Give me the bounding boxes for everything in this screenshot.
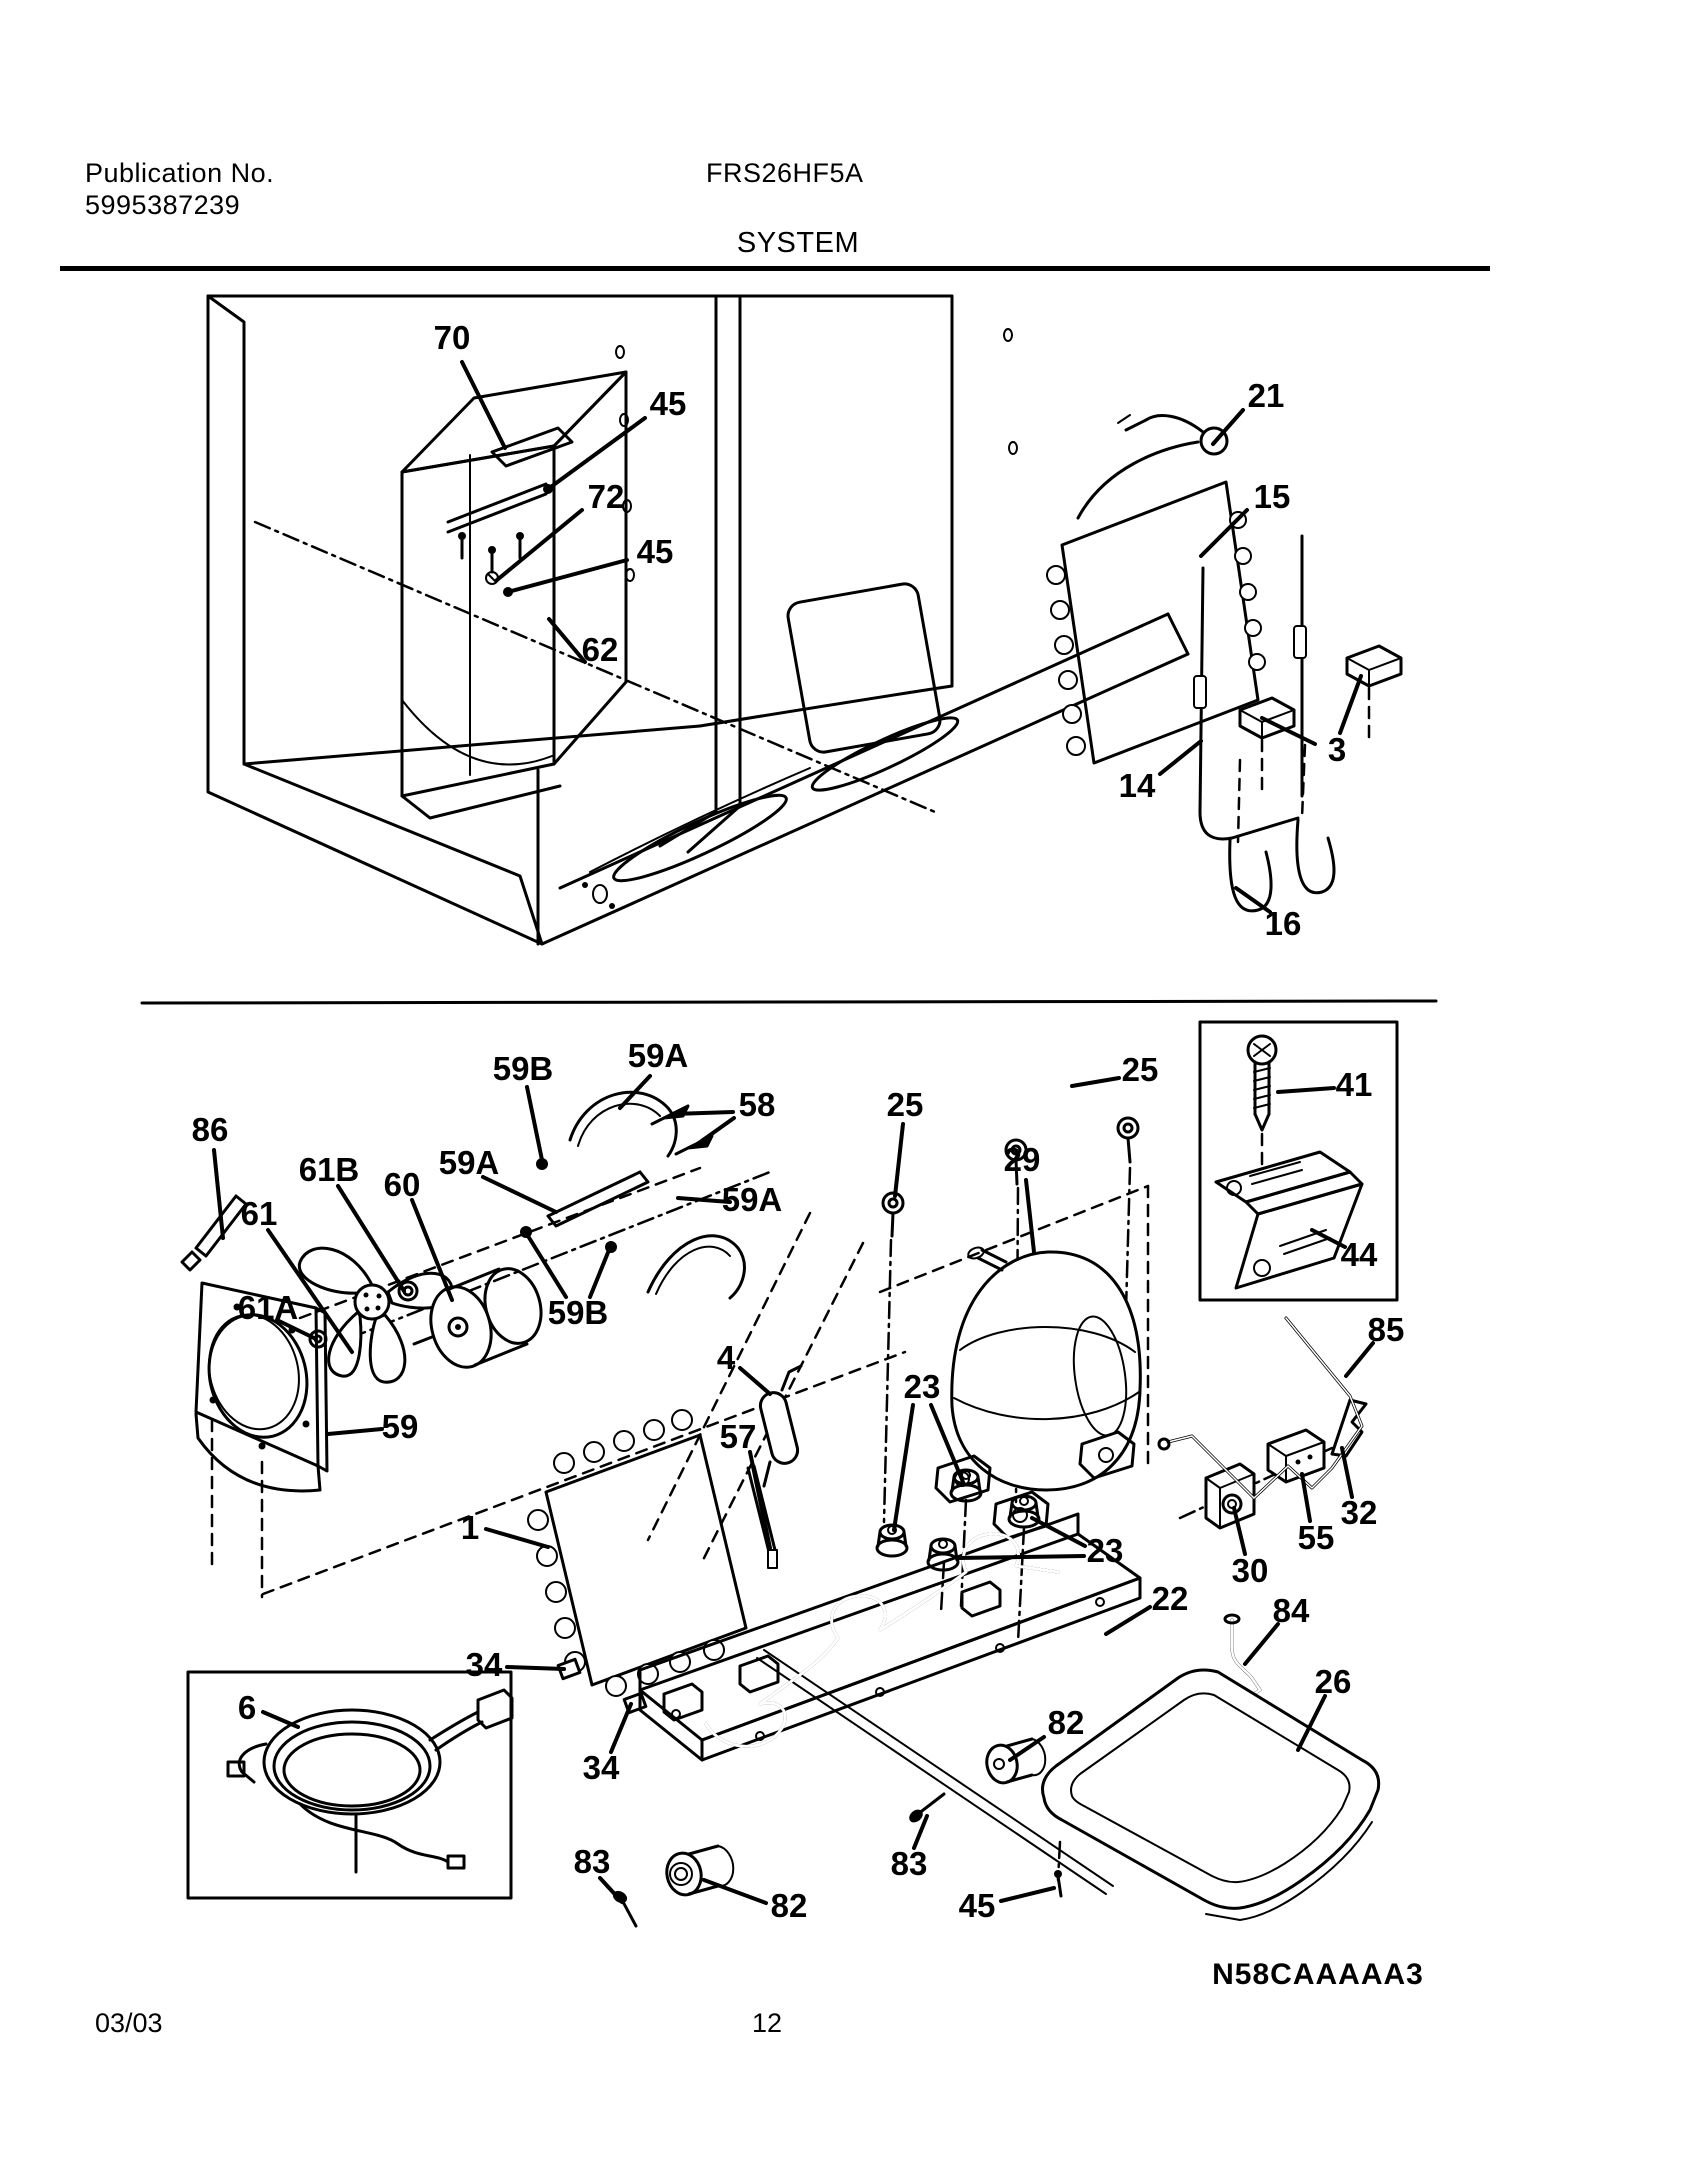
part-label-15: 15 [1253, 478, 1291, 515]
leader-line-59A-2 [483, 1177, 556, 1212]
leader-line-72 [497, 510, 582, 580]
tubes-16 [1230, 745, 1334, 911]
part-label-25-1: 25 [886, 1086, 924, 1123]
leader-line-41 [1278, 1088, 1334, 1092]
screw-41 [1248, 1036, 1276, 1164]
part-label-59B-1: 59B [492, 1050, 554, 1087]
part-label-82-1: 82 [770, 1887, 808, 1924]
leader-line-25-1 [895, 1124, 903, 1196]
section-divider [142, 1001, 1436, 1003]
part-label-21: 21 [1247, 377, 1285, 414]
publication-label: Publication No. [85, 158, 275, 188]
leader-line-84 [1245, 1624, 1278, 1664]
part-label-58: 58 [738, 1086, 776, 1123]
part-label-60: 60 [383, 1166, 421, 1203]
leveling-screw-45 [1054, 1870, 1062, 1896]
part-label-3: 3 [1327, 731, 1347, 768]
part-label-59: 59 [381, 1408, 419, 1445]
part-label-83-2: 83 [890, 1845, 928, 1882]
footer-page: 12 [752, 2008, 783, 2038]
leader-line-57 [750, 1452, 770, 1548]
part-label-59B-2: 59B [547, 1294, 609, 1331]
part-label-22: 22 [1151, 1580, 1189, 1617]
leader-line-59 [328, 1429, 382, 1434]
part-label-41: 41 [1335, 1066, 1373, 1103]
part-label-16: 16 [1264, 905, 1302, 942]
part-label-83-1: 83 [573, 1843, 611, 1880]
part-label-23-2: 23 [1086, 1532, 1124, 1569]
part-label-61B: 61B [298, 1151, 360, 1188]
part-label-14: 14 [1118, 767, 1156, 804]
drain-pan-26 [1043, 1670, 1379, 1920]
leader-line-34-1 [507, 1667, 564, 1669]
ground-clip-86 [182, 1196, 246, 1270]
leader-line-6 [263, 1712, 298, 1727]
leader-line-25-2 [1072, 1078, 1119, 1086]
footer-date: 03/03 [95, 2008, 163, 2038]
part-label-4: 4 [716, 1339, 736, 1376]
cabinet-outline [208, 296, 1188, 944]
part-label-34-2: 34 [582, 1749, 620, 1786]
part-label-57: 57 [719, 1418, 757, 1455]
part-label-55: 55 [1297, 1519, 1335, 1556]
leader-line-3 [1340, 676, 1361, 733]
dispenser-housing [402, 372, 626, 818]
grommets-82 [663, 1739, 1045, 1898]
part-label-59A-3: 59A [721, 1181, 783, 1218]
part-label-30: 30 [1231, 1552, 1269, 1589]
part-label-1: 1 [460, 1509, 480, 1546]
diagram-code: N58CAAAAA3 [1212, 1958, 1424, 1991]
leader-line-29 [1026, 1180, 1034, 1252]
leader-line-4 [740, 1368, 770, 1394]
publication-number: 5995387239 [85, 190, 241, 220]
leader-line-3 [1262, 718, 1315, 744]
part-label-29: 29 [1003, 1141, 1041, 1178]
part-label-62: 62 [581, 631, 619, 668]
part-label-85: 85 [1367, 1311, 1405, 1348]
part-label-23-1: 23 [903, 1368, 941, 1405]
model-number: FRS26HF5A [706, 158, 864, 188]
part-label-32: 32 [1340, 1494, 1378, 1531]
leader-line-82-1 [704, 1880, 766, 1903]
part-label-44: 44 [1340, 1236, 1378, 1273]
part-label-45-1: 45 [649, 385, 687, 422]
leader-line-45-3 [1001, 1888, 1054, 1901]
part-label-84: 84 [1272, 1592, 1310, 1629]
part-label-45-3: 45 [958, 1887, 996, 1924]
leader-line-58 [673, 1112, 733, 1114]
leader-line-58 [696, 1118, 734, 1145]
leader-line-23-1 [894, 1405, 913, 1530]
compressor-29 [936, 1246, 1140, 1538]
leader-line-14 [1160, 741, 1201, 774]
part-label-26: 26 [1314, 1663, 1352, 1700]
leader-line-1 [486, 1529, 548, 1547]
part-label-25-2: 25 [1121, 1051, 1159, 1088]
evaporator-coil [1047, 442, 1265, 763]
part-label-45-2: 45 [636, 533, 674, 570]
motor-brackets-59A [548, 1092, 744, 1298]
leader-line-59B-2 [590, 1250, 609, 1297]
wire-harness-6 [188, 1672, 512, 1898]
spring-clip-85 [1159, 1318, 1362, 1498]
part-label-59A-1: 59A [627, 1037, 689, 1074]
leader-line-59B-1 [527, 1087, 542, 1160]
part-label-59A-2: 59A [438, 1144, 500, 1181]
leader-line-83-1 [600, 1878, 622, 1902]
leader-line-23-2 [958, 1556, 1084, 1558]
leader-line-34-2 [611, 1704, 631, 1752]
part-label-34-1: 34 [465, 1646, 503, 1683]
part-label-70: 70 [433, 319, 471, 356]
leader-line-45-2 [508, 560, 627, 592]
part-label-86: 86 [191, 1111, 229, 1148]
part-label-61A: 61A [237, 1289, 299, 1326]
part-label-82-2: 82 [1047, 1704, 1085, 1741]
part-label-72: 72 [587, 478, 625, 515]
drier-4 [758, 1366, 801, 1486]
part-label-61: 61 [240, 1195, 278, 1232]
part-label-6: 6 [237, 1689, 257, 1726]
section-title: SYSTEM [736, 227, 860, 259]
leader-line-22 [1106, 1607, 1150, 1634]
